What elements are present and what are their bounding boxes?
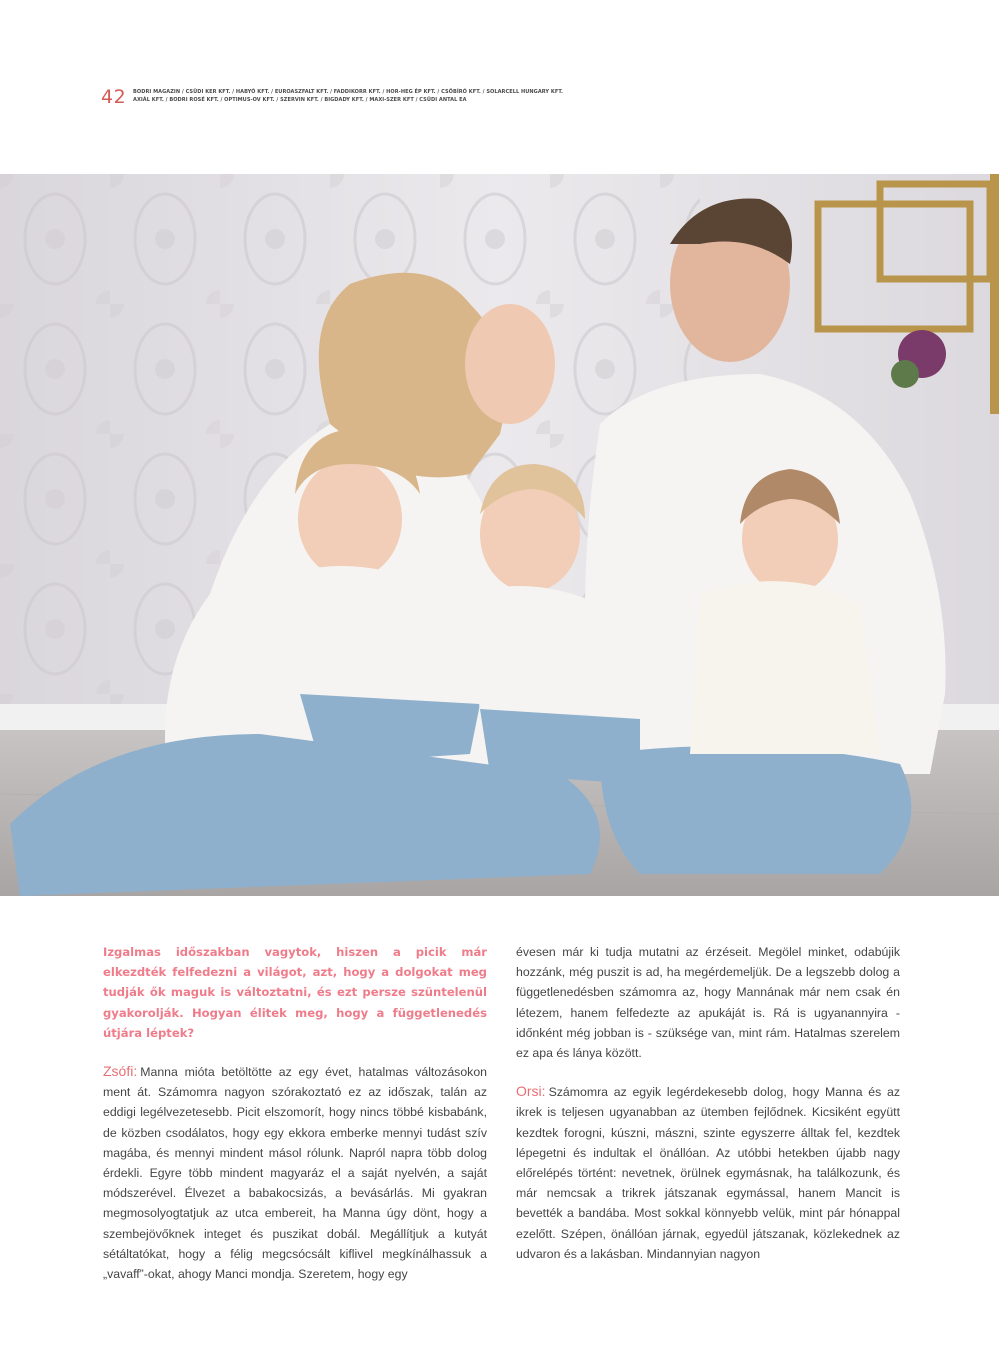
article-column-left — [103, 942, 487, 1302]
answer-zsofi-continued: évesen már ki tudja mutatni az érzéseit. Megölel minket, odabújik hozzánk, még puszit is ad, ha megérdemeljük. De a legszebb dolog a függetlenedésben számomra az, hogy Mannának már nem csak én létezem, hanem felfedezte az apukáját is. Rá is ugyanannyira - időnként még jobban is - szüksége van, mint rám. Hatalmas szerelem ez apa és lánya között. — [516, 945, 900, 1061]
speaker-label: Orsi: — [516, 1083, 546, 1100]
speaker-label: Zsófi: — [103, 1063, 138, 1080]
answer-orsi — [516, 1081, 900, 1264]
interview-question: Izgalmas időszakban vagytok, hiszen a picik már elkezdték felfedezni a világot, azt, hogy a dolgokat meg tudják ők maguk is változtatni, és ezt persze szüntelenül gyakorolják. Hogyan élitek meg, hogy a függetlenedés útjára léptek? — [103, 945, 487, 1040]
family-photo-icon — [0, 174, 999, 896]
article-column-right — [516, 942, 900, 1282]
sponsor-list — [133, 88, 563, 104]
page-number: 42 — [101, 86, 127, 108]
answer-zsofi — [103, 1061, 487, 1284]
answer-text: Manna mióta betöltötte az egy évet, hatalmas változásokon ment át. Számomra nagyon szórakoztató ez az időszak, talán az eddigi legélvezetesebb. Picit elszomorít, hogy nincs többé kisbabánk, de közben csodálatos, hogy egy ekkora emberke mennyi tudást szív magába, és mennyi mindent másol rólunk. Napról napra több dolog érdekli. Egyre több mindent magyaráz el a saját nyelvén, a saját módszerével. Élvezet a babakocsizás, a bevásárlás. Mi gyakran megmosolyogtatjuk az utca embereit, ha Manna úgy dönt, hogy a szembejövőknek integet és puszikat dobál. Megállítjuk a kutyát sétáltatókat, hogy a félig megcsócsált kiflivel megkínálhassuk a „vavaff”-okat, ahogy Manci mondja. Szeretem, hogy egy — [103, 1065, 487, 1282]
sponsor-line: BODRI MAGAZIN / CSŰDI KER KFT. / HABYÓ KFT. / EUROASZFALT KFT. / FADDIKORR KFT. / HOR-HEG ÉP KFT. / CSŐBÍRÓ KFT. / SOLARCELL HUNGARY KFT. — [133, 89, 563, 95]
answer-text: Számomra az egyik legérdekesebb dolog, hogy Manna és az ikrek is teljesen ugyanabban az ütemben fejlődnek. Kicsiként együtt kezdtek forogni, kúszni, mászni, szinte egyszerre álltak fel, kezdtek lépegetni és indultak el önállóan. Az utóbbi hetekben újabb nagy előrelépés történt: nevetnek, örülnek egymásnak, ha találkozunk, és már nemcsak a trikrek játszanak egymással, hanem Mancit is bevették a bandába. Most sokkal könnyebb velük, mint pár hónappal ezelőtt. Szépen, önállóan járnak, egyedül játszanak, közlekednek az udvaron és a lakásban. Mindannyian nagyon — [516, 1085, 900, 1261]
family-photo — [0, 174, 999, 896]
sponsor-line: AXIÁL KFT. / BODRI ROSÉ KFT. / OPTIMUS-OV KFT. / SZERVIN KFT. / BIGDADY KFT. / MAXI-SZER KFT / CSŰDI ANTAL EA — [133, 97, 467, 103]
